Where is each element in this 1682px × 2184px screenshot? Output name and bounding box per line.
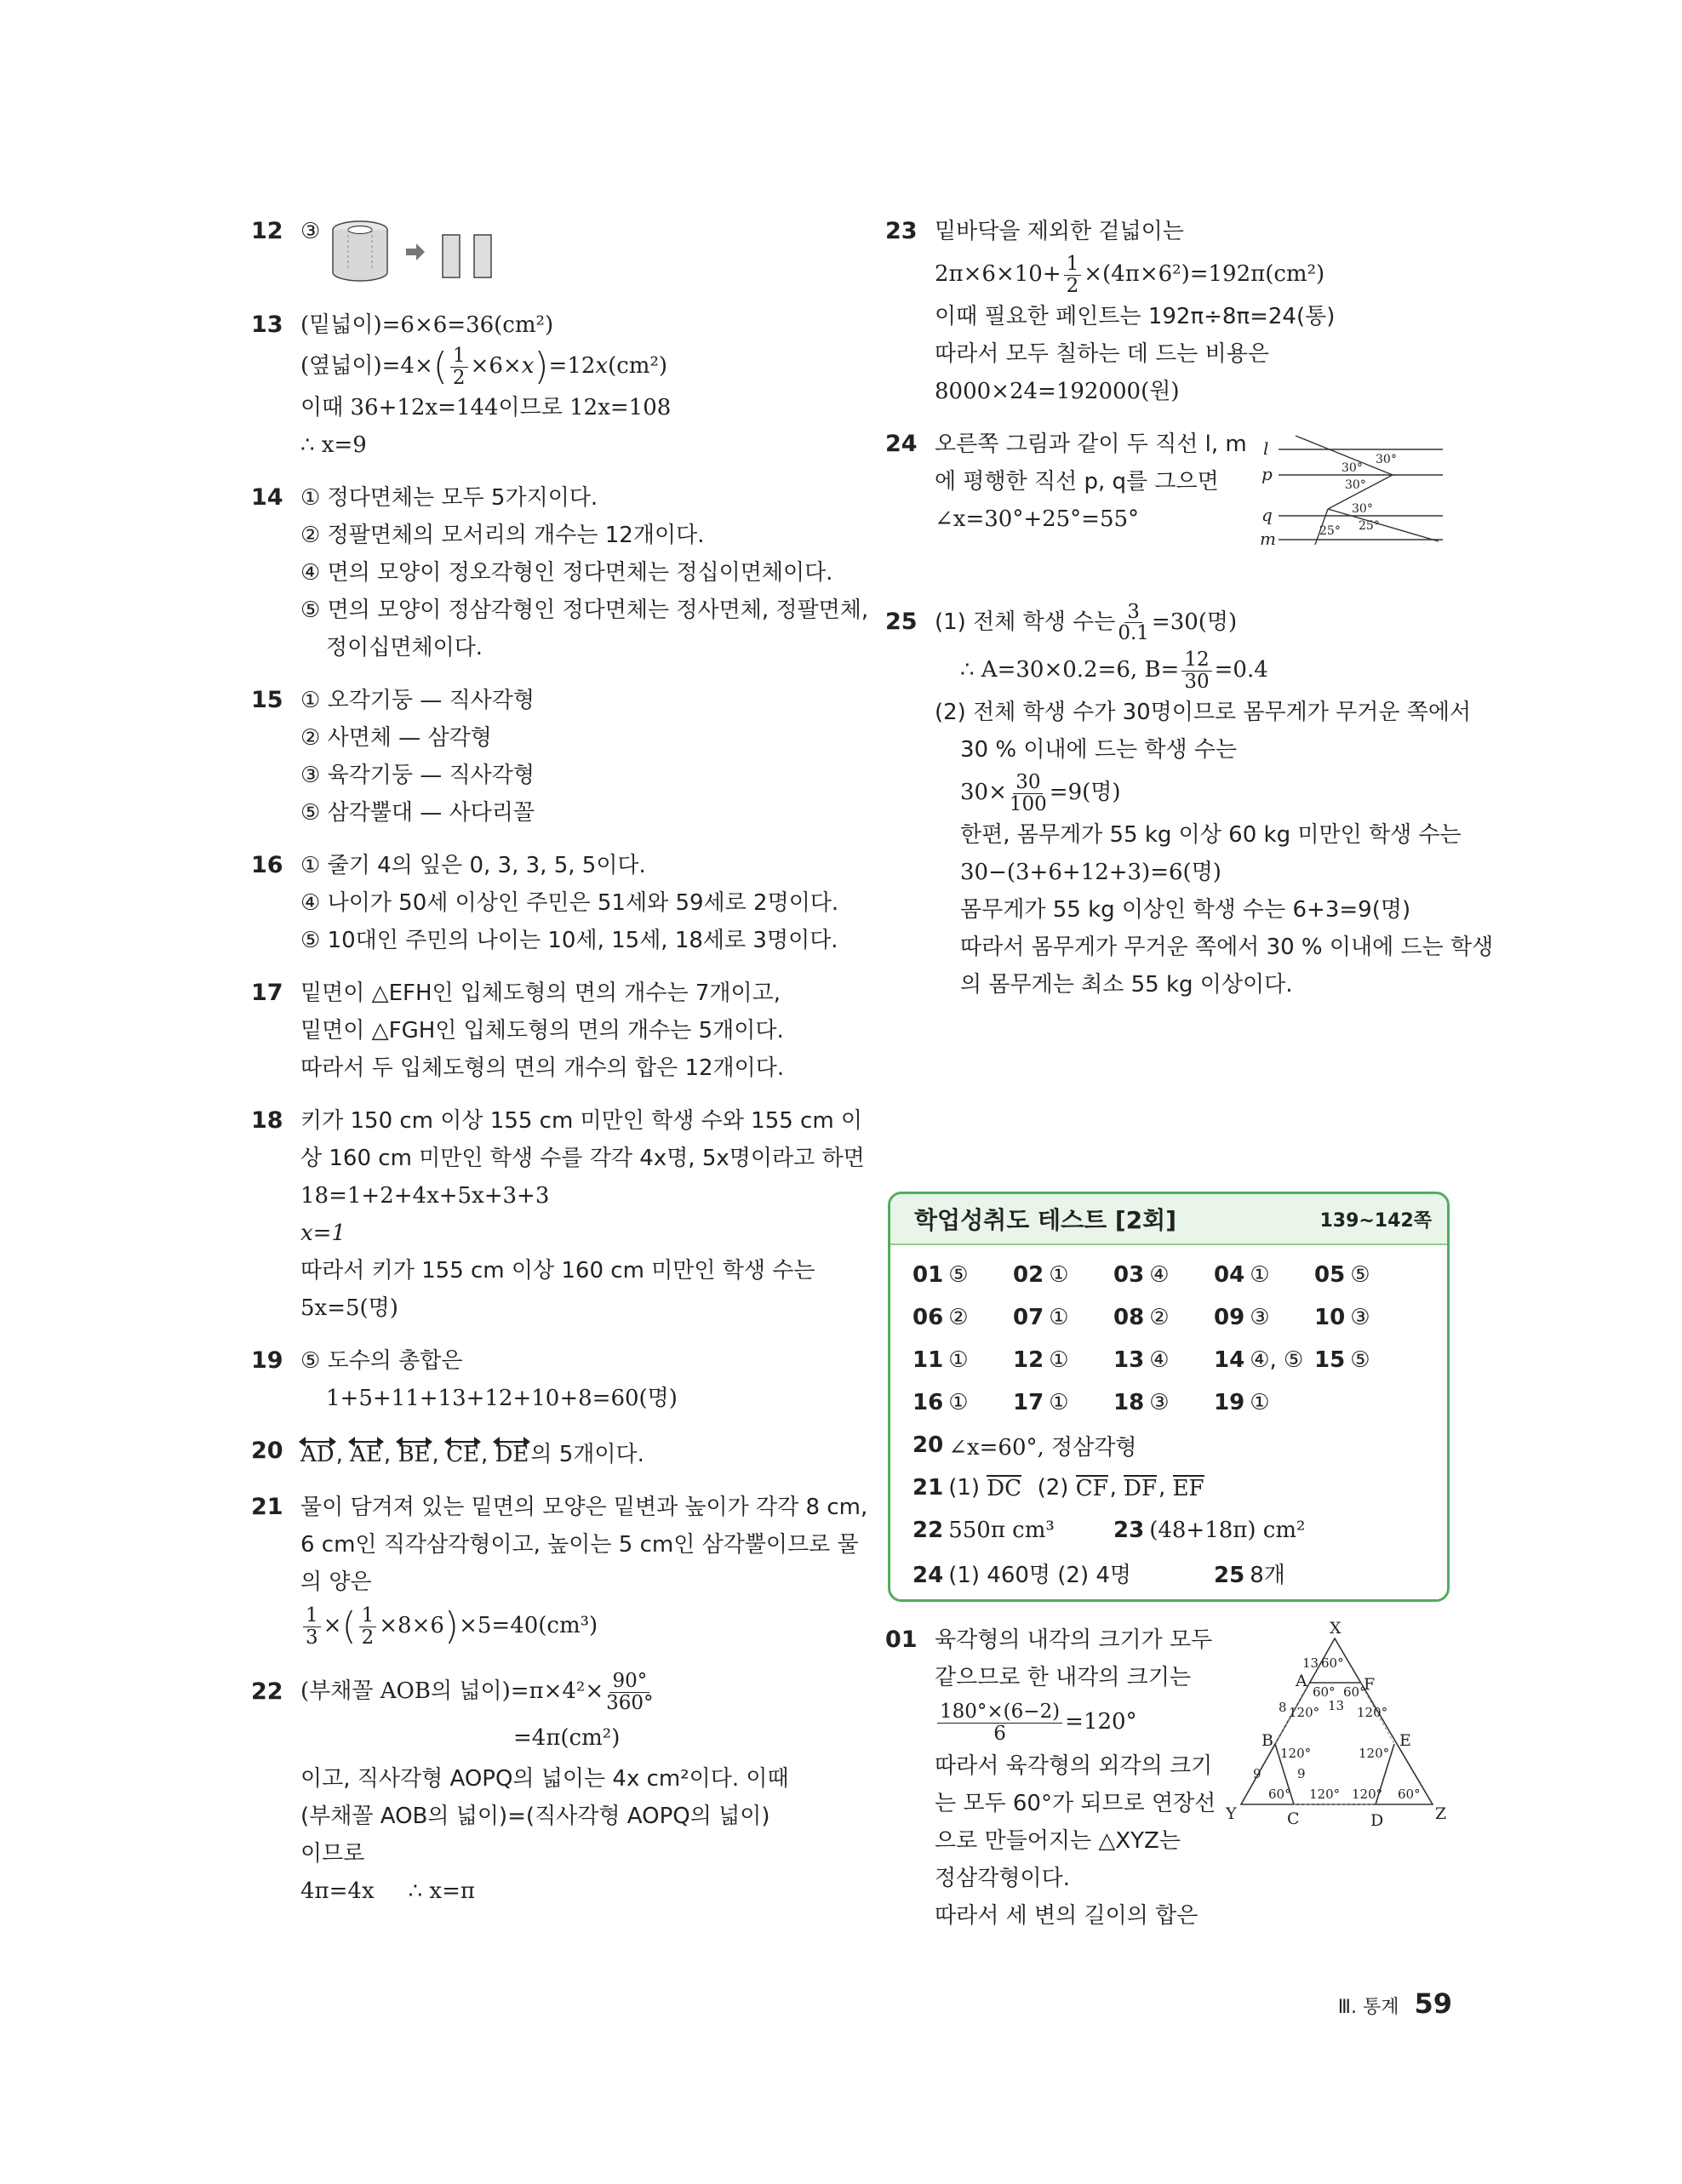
angle-label: 60° bbox=[1268, 1787, 1291, 1802]
answer-number: 08 bbox=[1113, 1305, 1145, 1330]
line: (2) 전체 학생 수가 30명이므로 몸무게가 무거운 쪽에서 bbox=[935, 700, 1472, 725]
line: 물이 담겨져 있는 밑면의 모양은 밑변과 높이가 각각 8 cm, bbox=[300, 1495, 868, 1520]
answer-value: ③ bbox=[1250, 1305, 1270, 1330]
answer-value: ⑤ bbox=[1350, 1262, 1370, 1288]
answer-number: 17 bbox=[1013, 1390, 1044, 1415]
chapter-label: Ⅲ. 통계 bbox=[1337, 1997, 1399, 2018]
answer-cell bbox=[1013, 1262, 1113, 1288]
problem-17 bbox=[251, 975, 830, 1087]
answer-cell bbox=[1113, 1390, 1214, 1415]
angle-label: 60° bbox=[1343, 1684, 1366, 1700]
line bbox=[935, 598, 1447, 646]
var: x bbox=[521, 353, 535, 379]
answer-value: ① bbox=[948, 1390, 969, 1415]
answer-value: ① bbox=[1250, 1262, 1270, 1288]
text: ∴ A=30×0.2=6, B= bbox=[960, 657, 1180, 683]
text: =0.4 bbox=[1214, 657, 1268, 683]
segment: DC bbox=[987, 1476, 1022, 1501]
problem-15 bbox=[251, 682, 830, 832]
angle-label: 25° bbox=[1319, 524, 1341, 538]
denominator: 2 bbox=[1066, 274, 1079, 297]
numerator: 90° bbox=[609, 1671, 649, 1692]
line: 같으므로 한 내각의 크기는 bbox=[935, 1665, 1192, 1690]
numerator: 1 bbox=[1064, 254, 1082, 275]
fraction bbox=[450, 346, 468, 387]
segment: EF bbox=[1172, 1476, 1204, 1501]
answer-number: 16 bbox=[913, 1390, 944, 1415]
answer-value: ② bbox=[1149, 1305, 1170, 1330]
text: =30(명) bbox=[1151, 609, 1238, 635]
line bbox=[300, 1667, 830, 1716]
text: 30× bbox=[960, 780, 1007, 805]
answer-value: ② bbox=[948, 1305, 969, 1330]
line: 에 평행한 직선 p, q를 그으면 bbox=[935, 469, 1219, 495]
numerator: 1 bbox=[359, 1605, 377, 1627]
vertex-a: A bbox=[1296, 1672, 1307, 1690]
line: ⑤ 면의 모양이 정삼각형인 정다면체는 정사면체, 정팔면체, bbox=[300, 597, 869, 623]
problem-14 bbox=[251, 479, 869, 666]
answer-row bbox=[913, 1339, 1447, 1381]
line: ④ 면의 모양이 정오각형인 정다면체는 정십이면체이다. bbox=[300, 560, 833, 586]
line bbox=[935, 250, 1447, 298]
answer-number: 10 bbox=[1314, 1305, 1346, 1330]
line: 의 몸무게는 최소 55 kg 이상이다. bbox=[960, 972, 1293, 998]
answer-number: 04 bbox=[1214, 1262, 1245, 1288]
answer-cell bbox=[1314, 1347, 1415, 1373]
answer-number: 25 bbox=[1214, 1562, 1245, 1588]
answer-number: 11 bbox=[913, 1347, 944, 1373]
denominator: 2 bbox=[361, 1626, 375, 1649]
problem-23 bbox=[885, 213, 1447, 410]
angle-label: 120° bbox=[1280, 1746, 1312, 1761]
answer-value: ① bbox=[1049, 1262, 1069, 1288]
line: 따라서 육각형의 외각의 크기 bbox=[935, 1753, 1213, 1779]
paren-close: ) bbox=[534, 345, 549, 388]
line: 이고, 직사각형 AOPQ의 넓이는 4x cm²이다. 이때 bbox=[300, 1766, 789, 1792]
line-label-p: p bbox=[1262, 464, 1273, 484]
line-label-l: l bbox=[1263, 438, 1269, 459]
denominator: 2 bbox=[452, 366, 466, 389]
line: ∠x=30°+25°=55° bbox=[935, 506, 1140, 532]
problem-13 bbox=[251, 306, 830, 464]
answer-value: ① bbox=[948, 1347, 969, 1373]
answer-value: ① bbox=[1049, 1347, 1069, 1373]
problem-number: 01 bbox=[885, 1627, 918, 1653]
answer-cell bbox=[1214, 1347, 1314, 1373]
answer-number: 12 bbox=[1013, 1347, 1044, 1373]
angle-label: 60° bbox=[1313, 1684, 1336, 1700]
angle-label: 60° bbox=[1398, 1787, 1421, 1802]
text: 의 5개이다. bbox=[530, 1442, 644, 1467]
answer-value: ⑤ bbox=[1350, 1347, 1370, 1373]
answer-value: (1) bbox=[948, 1475, 981, 1501]
line: ① 오각기둥 — 직사각형 bbox=[300, 688, 535, 713]
text: 4π=4x bbox=[300, 1878, 375, 1904]
problem-number: 22 bbox=[251, 1678, 283, 1705]
line: $\frac{1}{3}$ ×( $\frac{1}{2}$ ×8×6)×5=40(cm³) bbox=[300, 1601, 830, 1651]
fraction bbox=[606, 1671, 653, 1712]
left-column bbox=[251, 213, 869, 1925]
answer-cell bbox=[1113, 1305, 1214, 1330]
numerator: 3 bbox=[1124, 602, 1142, 623]
answer-box-pages: 139~142쪽 bbox=[1319, 1209, 1432, 1232]
line: 따라서 두 입체도형의 면의 개수의 합은 12개이다. bbox=[300, 1055, 785, 1081]
paren-open: ( bbox=[341, 1604, 357, 1648]
answer-box-title: 학업성취도 테스트 [2회] bbox=[914, 1206, 1177, 1234]
line: 1+5+11+13+12+10+8=60(명) bbox=[326, 1386, 678, 1411]
problem-12 bbox=[251, 213, 830, 291]
line: 육각형의 내각의 크기가 모두 bbox=[935, 1627, 1213, 1653]
answer-cell bbox=[1314, 1305, 1415, 1330]
text: (cm²) bbox=[608, 353, 668, 379]
line-label-m: m bbox=[1260, 529, 1276, 545]
text: =12 bbox=[548, 353, 596, 379]
angle-label: 30° bbox=[1342, 461, 1363, 475]
test-problem-01 bbox=[885, 1621, 1496, 1935]
answer-value: (2) bbox=[1037, 1475, 1069, 1501]
line: 이므로 bbox=[300, 1841, 365, 1867]
answer-value: 550π cm³ bbox=[948, 1518, 1055, 1543]
answer-row bbox=[913, 1381, 1447, 1424]
problem-number: 14 bbox=[251, 484, 283, 511]
problem-18 bbox=[251, 1102, 865, 1327]
line: ⑤ 도수의 총합은 bbox=[300, 1348, 463, 1374]
numerator: 30 bbox=[1013, 772, 1043, 793]
text: ×(4π×6²)=192π(cm²) bbox=[1084, 261, 1325, 287]
answer-number: 18 bbox=[1113, 1390, 1145, 1415]
fraction bbox=[1010, 772, 1047, 814]
page-footer bbox=[1338, 1987, 1452, 2020]
answer-row bbox=[913, 1552, 1447, 1594]
line: 키가 150 cm 이상 155 cm 미만인 학생 수와 155 cm 이 bbox=[300, 1108, 863, 1134]
var: x bbox=[595, 353, 609, 379]
line: (밑넓이)=6×6=36(cm²) bbox=[300, 312, 554, 338]
line: 한편, 몸무게가 55 kg 이상 60 kg 미만인 학생 수는 bbox=[960, 822, 1462, 848]
paren-open: ( bbox=[432, 345, 448, 388]
answer-cell bbox=[1013, 1347, 1113, 1373]
line: 정이십면체이다. bbox=[326, 635, 483, 660]
answer-cell bbox=[1214, 1305, 1314, 1330]
fraction bbox=[937, 1701, 1062, 1743]
answer-cell bbox=[913, 1390, 1013, 1415]
length-label: 13 bbox=[1328, 1698, 1345, 1713]
line: 따라서 세 변의 길이의 합은 bbox=[935, 1903, 1199, 1929]
right-column bbox=[885, 213, 1494, 1019]
numerator: 12 bbox=[1181, 649, 1211, 671]
hexagon-triangle-figure bbox=[1224, 1621, 1454, 1843]
length-label: 9 bbox=[1297, 1766, 1306, 1781]
answer-box-header bbox=[890, 1194, 1447, 1245]
answer-number: 22 bbox=[913, 1518, 944, 1543]
answer-row bbox=[913, 1424, 1447, 1466]
line: 밑바닥을 제외한 겉넓이는 bbox=[935, 219, 1184, 244]
line: ② 사면체 — 삼각형 bbox=[300, 725, 492, 751]
answer-cell bbox=[1113, 1262, 1214, 1288]
angle-label: 120° bbox=[1359, 1746, 1390, 1761]
answer-cell bbox=[913, 1558, 1214, 1589]
angle-label: 30° bbox=[1345, 478, 1366, 492]
answer-number: 13 bbox=[1113, 1347, 1145, 1373]
answer-row bbox=[913, 1296, 1447, 1339]
answer-value: 8개 bbox=[1250, 1562, 1285, 1588]
denominator: 360° bbox=[606, 1691, 654, 1714]
line: 는 모두 60°가 되므로 연장선 bbox=[935, 1791, 1216, 1816]
problem-22 bbox=[251, 1667, 830, 1910]
line: ① 정다면체는 모두 5가지이다. bbox=[300, 485, 598, 511]
line: 따라서 키가 155 cm 이상 160 cm 미만인 학생 수는 bbox=[300, 1258, 815, 1284]
angle-label: 120° bbox=[1352, 1787, 1383, 1802]
choice: ③ bbox=[300, 219, 321, 244]
problem-number: 20 bbox=[251, 1438, 283, 1464]
answer-value: ⑤ bbox=[948, 1262, 969, 1288]
answer-value: ① bbox=[1049, 1390, 1069, 1415]
line: 6 cm인 직각삼각형이고, 높이는 5 cm인 삼각뿔이므로 물 bbox=[300, 1532, 859, 1558]
segment: DF bbox=[1124, 1476, 1158, 1501]
denominator: 30 bbox=[1184, 670, 1210, 693]
text: (1) 전체 학생 수는 bbox=[935, 609, 1116, 635]
answer-number: 14 bbox=[1214, 1347, 1245, 1373]
problem-number: 18 bbox=[251, 1107, 283, 1134]
answer-value: ④ bbox=[1149, 1347, 1170, 1373]
answer-value: (48+18π) cm² bbox=[1149, 1518, 1306, 1543]
line: ∴ x=9 bbox=[300, 432, 367, 458]
angle-label: 120° bbox=[1289, 1705, 1320, 1720]
text: ×5=40(cm³) bbox=[459, 1613, 598, 1638]
line: 18=1+2+4x+5x+3+3 bbox=[300, 1183, 550, 1209]
answer-number: 09 bbox=[1214, 1305, 1245, 1330]
vertex-d: D bbox=[1370, 1811, 1384, 1830]
problem-25 bbox=[885, 598, 1494, 1003]
answer-cell bbox=[1214, 1262, 1314, 1288]
answer-number: 03 bbox=[1113, 1262, 1145, 1288]
line: 으로 만들어지는 △XYZ는 bbox=[935, 1828, 1181, 1854]
denominator: 6 bbox=[993, 1722, 1006, 1745]
answer-value: ① bbox=[1250, 1390, 1270, 1415]
angle-label: 120° bbox=[1309, 1787, 1341, 1802]
text: =9(명) bbox=[1049, 780, 1121, 805]
line: 5x=5(명) bbox=[300, 1295, 398, 1321]
answer-row bbox=[913, 1254, 1447, 1296]
vector-be: BE bbox=[398, 1442, 431, 1467]
denominator: 3 bbox=[306, 1626, 318, 1649]
problem-16 bbox=[251, 847, 839, 959]
fraction bbox=[359, 1605, 377, 1647]
answer-value: ③ bbox=[1149, 1390, 1170, 1415]
answer-number: 02 bbox=[1013, 1262, 1044, 1288]
vertex-e: E bbox=[1399, 1731, 1411, 1750]
answer-cell bbox=[1013, 1390, 1113, 1415]
fraction bbox=[1064, 254, 1082, 295]
vector-ad: AD bbox=[300, 1442, 335, 1467]
answer-cell bbox=[1113, 1518, 1305, 1543]
vertex-x: X bbox=[1330, 1621, 1342, 1638]
answer-number: 21 bbox=[913, 1475, 944, 1501]
answer-number: 07 bbox=[1013, 1305, 1044, 1330]
line: ⑤ 10대인 주민의 나이는 10세, 15세, 18세로 3명이다. bbox=[300, 928, 838, 953]
answer-value: (1) 460명 (2) 4명 bbox=[948, 1562, 1132, 1588]
text: (부채꼴 AOB의 넓이)=π×4²× bbox=[300, 1678, 604, 1704]
angle-label: 25° bbox=[1359, 519, 1380, 533]
answer-row: 21 (1) DC (2) CF , DF , EF bbox=[913, 1475, 1204, 1501]
line: AD, AE, BE, CE, DE의 5개이다. bbox=[300, 1442, 644, 1467]
answer-grid bbox=[890, 1245, 1447, 1594]
vector-ae: AE bbox=[350, 1442, 382, 1467]
line: ① 줄기 4의 잎은 0, 3, 3, 5, 5이다. bbox=[300, 853, 646, 878]
text: ∴ x=π bbox=[408, 1878, 475, 1904]
problem-number: 24 bbox=[885, 431, 918, 457]
segment: CF bbox=[1075, 1476, 1108, 1501]
line: 따라서 모두 칠하는 데 드는 비용은 bbox=[935, 341, 1269, 367]
answer-value: ∠x=60°, 정삼각형 bbox=[948, 1434, 1137, 1461]
angle-label: 120° bbox=[1357, 1705, 1388, 1720]
answer-rows bbox=[913, 1254, 1447, 1424]
line: 30−(3+6+12+3)=6(명) bbox=[960, 860, 1221, 885]
vertex-y: Y bbox=[1226, 1804, 1237, 1823]
angle-label: 60° bbox=[1321, 1655, 1344, 1671]
line: 8000×24=192000(원) bbox=[935, 379, 1180, 404]
line bbox=[300, 1872, 830, 1910]
vertex-f: F bbox=[1364, 1675, 1376, 1694]
line: 밑면이 △EFH인 입체도형의 면의 개수는 7개이고, bbox=[300, 981, 781, 1006]
line: 이때 필요한 페인트는 192π÷8π=24(통) bbox=[935, 304, 1336, 329]
answer-cell bbox=[913, 1518, 1113, 1543]
problem-number: 17 bbox=[251, 980, 283, 1006]
answer-value: ④ bbox=[1149, 1262, 1170, 1288]
fraction bbox=[303, 1605, 321, 1647]
fraction bbox=[1118, 602, 1149, 643]
vertex-z: Z bbox=[1435, 1804, 1447, 1823]
line: 이때 36+12x=144이므로 12x=108 bbox=[300, 395, 672, 420]
page-number: 59 bbox=[1414, 1987, 1452, 2020]
problem-number: 19 bbox=[251, 1347, 283, 1374]
line bbox=[935, 769, 1447, 816]
text: ×8×6 bbox=[379, 1613, 444, 1638]
length-label: 8 bbox=[1279, 1700, 1287, 1715]
line: 오른쪽 그림과 같이 두 직선 l, m bbox=[935, 432, 1247, 457]
answer-value: ① bbox=[1049, 1305, 1069, 1330]
paren-close: ) bbox=[443, 1604, 460, 1648]
denominator: 0.1 bbox=[1118, 622, 1149, 644]
answer-number: 15 bbox=[1314, 1347, 1346, 1373]
answer-row bbox=[913, 1509, 1447, 1552]
problem-number: 15 bbox=[251, 687, 283, 713]
problem-number: 21 bbox=[251, 1494, 283, 1520]
answer-number: 06 bbox=[913, 1305, 944, 1330]
line: 밑면이 △FGH인 입체도형의 면의 개수는 5개이다. bbox=[300, 1018, 784, 1043]
problem-number: 13 bbox=[251, 312, 283, 338]
vertex-b: B bbox=[1262, 1731, 1273, 1750]
line: ④ 나이가 50세 이상인 주민은 51세와 59세로 2명이다. bbox=[300, 890, 839, 916]
answer-cell bbox=[1214, 1390, 1314, 1415]
vertex-c: C bbox=[1287, 1810, 1300, 1828]
answer-box bbox=[888, 1192, 1450, 1602]
line: 상 160 cm 미만인 학생 수를 각각 4x명, 5x명이라고 하면 bbox=[300, 1146, 865, 1171]
line-label-q: q bbox=[1262, 505, 1273, 525]
answer-number: 05 bbox=[1314, 1262, 1346, 1288]
answer-number: 23 bbox=[1113, 1518, 1145, 1543]
vector-ce: CE bbox=[446, 1442, 479, 1467]
numerator: 1 bbox=[450, 346, 468, 367]
answer-cell bbox=[1013, 1305, 1113, 1330]
angle-label: 30° bbox=[1352, 502, 1373, 516]
line: 의 양은 bbox=[300, 1569, 372, 1595]
line: (부채꼴 AOB의 넓이)=(직사각형 AOPQ의 넓이) bbox=[300, 1804, 770, 1829]
parallel-lines-figure bbox=[1260, 434, 1447, 545]
answer-number: 01 bbox=[913, 1262, 944, 1288]
length-label: 13 bbox=[1302, 1655, 1319, 1671]
vector-de: DE bbox=[495, 1442, 529, 1467]
cylinder-figure bbox=[328, 220, 532, 288]
numerator: 1 bbox=[303, 1605, 321, 1627]
line: ③ 육각기둥 — 직사각형 bbox=[300, 763, 535, 788]
problem-number: 25 bbox=[885, 609, 918, 635]
line: x=1 bbox=[300, 1221, 346, 1246]
problem-number: 23 bbox=[885, 218, 918, 244]
problem-24 bbox=[885, 426, 1447, 583]
length-label: 9 bbox=[1253, 1766, 1262, 1781]
line: 따라서 몸무게가 무거운 쪽에서 30 % 이내에 드는 학생 bbox=[960, 935, 1494, 960]
angle-label: 30° bbox=[1376, 453, 1397, 466]
line: 몸무게가 55 kg 이상인 학생 수는 6+3=9(명) bbox=[960, 897, 1411, 923]
line bbox=[300, 344, 830, 389]
answer-cell bbox=[913, 1262, 1013, 1288]
line: ⑤ 삼각뿔대 — 사다리꼴 bbox=[300, 800, 535, 826]
answer-number: 24 bbox=[913, 1562, 944, 1588]
answer-cell bbox=[1214, 1558, 1285, 1589]
answer-value: ③ bbox=[1350, 1305, 1370, 1330]
answer-number: 20 bbox=[913, 1432, 944, 1458]
numerator: 180°×(6−2) bbox=[937, 1701, 1062, 1723]
text: (옆넓이)=4× bbox=[300, 353, 433, 379]
text: ×6× bbox=[470, 353, 522, 379]
answer-value: ④, ⑤ bbox=[1250, 1347, 1304, 1373]
answer-cell bbox=[1113, 1347, 1214, 1373]
problem-number: 12 bbox=[251, 218, 283, 244]
line: 정삼각형이다. bbox=[935, 1866, 1070, 1891]
problem-21 bbox=[251, 1489, 868, 1651]
line: ② 정팔면체의 모서리의 개수는 12개이다. bbox=[300, 523, 705, 548]
fraction bbox=[1181, 649, 1211, 691]
problem-number: 16 bbox=[251, 852, 283, 878]
problem-19 bbox=[251, 1342, 830, 1417]
line: =4π(cm²) bbox=[513, 1725, 621, 1751]
answer-cell bbox=[1314, 1262, 1415, 1288]
answer-cell bbox=[913, 1347, 1013, 1373]
text: 2π×6×10+ bbox=[935, 261, 1061, 287]
denominator: 100 bbox=[1009, 792, 1047, 815]
text: =120° bbox=[1065, 1709, 1137, 1735]
problem-20 bbox=[251, 1432, 830, 1473]
line bbox=[935, 646, 1447, 694]
answer-number: 19 bbox=[1214, 1390, 1245, 1415]
answer-cell bbox=[913, 1305, 1013, 1330]
line: 30 % 이내에 드는 학생 수는 bbox=[960, 737, 1238, 763]
